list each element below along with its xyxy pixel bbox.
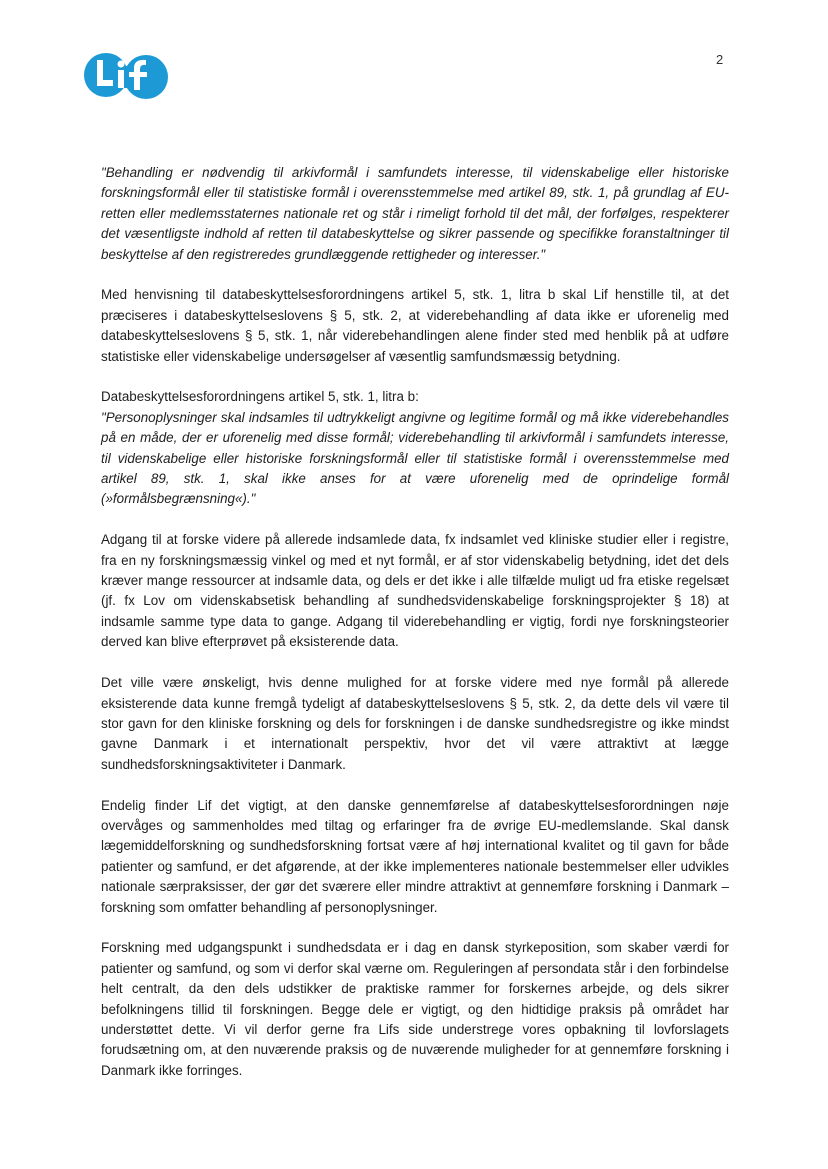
paragraph-desirability: Det ville være ønskeligt, hvis denne mulighed for at forske videre med nye formål på allerede eksisterende data kunne fremgå tydeligt af databeskyttelseslovens § 5, stk. 2, da dette dels vil være til stor gavn for den kliniske forskning og dels for forskningen i de danske sundhedsregistre og ikke mindst gavne Danmark i et internationalt perspektiv, hvor det vil være attraktivt at lægge sundhedsforskningsaktiviteter i Danmark. (101, 675, 729, 772)
paragraph-eu-monitoring: Endelig finder Lif det vigtigt, at den danske gennemførelse af databeskyttelsesforordningen nøje overvåges og sammenholdes med tiltag og erfaringer fra de øvrige EU-medlemslande. Skal dansk lægemiddelforskning og sundhedsforskning fortsat være af høj international kvalitet og til gavn for både patienter og samfund, er det afgørende, at der ikke implementeres nationale bestemmelser eller udvikles nationale særpraksisser, der gør det sværere eller mindre attraktivt at gennemføre forskning i Danmark – forskning som omfatter behandling af personoplysninger. (101, 797, 729, 915)
page-number: 2 (716, 52, 724, 67)
lif-logo (82, 50, 170, 100)
paragraph-health-data: Forskning med udgangspunkt i sundhedsdata er i dag en dansk styrkeposition, som skaber værdi for patienter og samfund, og som vi derfor skal værne om. Reguleringen af persondata står i den forbindelse helt centralt, da den dels udstikker de praktiske rammer for forskernes arbejde, og dels sikrer befolkningens tillid til forskningen. Begge dele er vigtigt, og den hidtidige praksis på området har understøttet dette. Vi vil derfor gerne fra Lifs side understrege vores opbakning til lovforslagets forudsætning om, at den nuværende praksis og de nuværende muligheder for at gennemføre forskning i Danmark ikke forringes. (101, 940, 729, 1078)
letter-body (101, 163, 729, 1102)
quote-intro-article-5: Databeskyttelsesforordningens artikel 5, stk. 1, litra b: (101, 389, 419, 405)
paragraph-research-access: Adgang til at forske videre på allerede indsamlede data, fx indsamlet ved kliniske studier eller i registre, fra en ny forskningsmæssig vinkel og med et nyt formål, er af stor videnskabelig betydning, idet det dels kræver mange ressourcer at indsamle data, og dels er det ikke i alle tilfælde muligt ud fra etiske regelsæt (jf. fx Lov om videnskabsetisk behandling af sundhedsvidenskabelige forskningsprojekter § 18) at indsamle samme type data to gange. Adgang til viderebehandling er vigtig, fordi nye forskningsteorier derved kan blive efterprøvet på eksisterende data. (101, 532, 729, 650)
quote-article-89: "Behandling er nødvendig til arkivformål i samfundets interesse, til videnskabelige eller historiske forskningsformål eller til statistiske formål i overensstemmelse med artikel 89, stk. 1, på grundlag af EU-retten eller medlemsstaternes nationale ret og står i rimeligt forhold til det mål, der forfølges, respekterer det væsentligste indhold af retten til databeskyttelse og sikrer passende og specifikke foranstaltninger til beskyttelse af den registreredes grundlæggende rettigheder og interesser." (101, 165, 729, 262)
quote-article-5: "Personoplysninger skal indsamles til udtrykkeligt angivne og legitime formål og må ikke viderebehandles på en måde, der er uforenelig med disse formål; viderebehandling til arkivformål i samfundets interesse, til videnskabelige eller historiske forskningsformål eller til statistiske formål i overensstemmelse med artikel 89, stk. 1, skal ikke anses for at være uforenelig med de oprindelige formål (»formålsbegrænsning«)." (101, 409, 729, 507)
paragraph-recommendation: Med henvisning til databeskyttelsesforordningens artikel 5, stk. 1, litra b skal Lif henstille til, at det præciseres i databeskyttelseslovens § 5, stk. 2, at viderebehandling af data ikke er uforenelig med databeskyttelseslovens § 5, stk. 1, når viderebehandlingen alene finder sted med henblik på at udføre statistiske eller videnskabelige undersøgelser af væsentlig samfundsmæssig betydning. (101, 287, 729, 364)
